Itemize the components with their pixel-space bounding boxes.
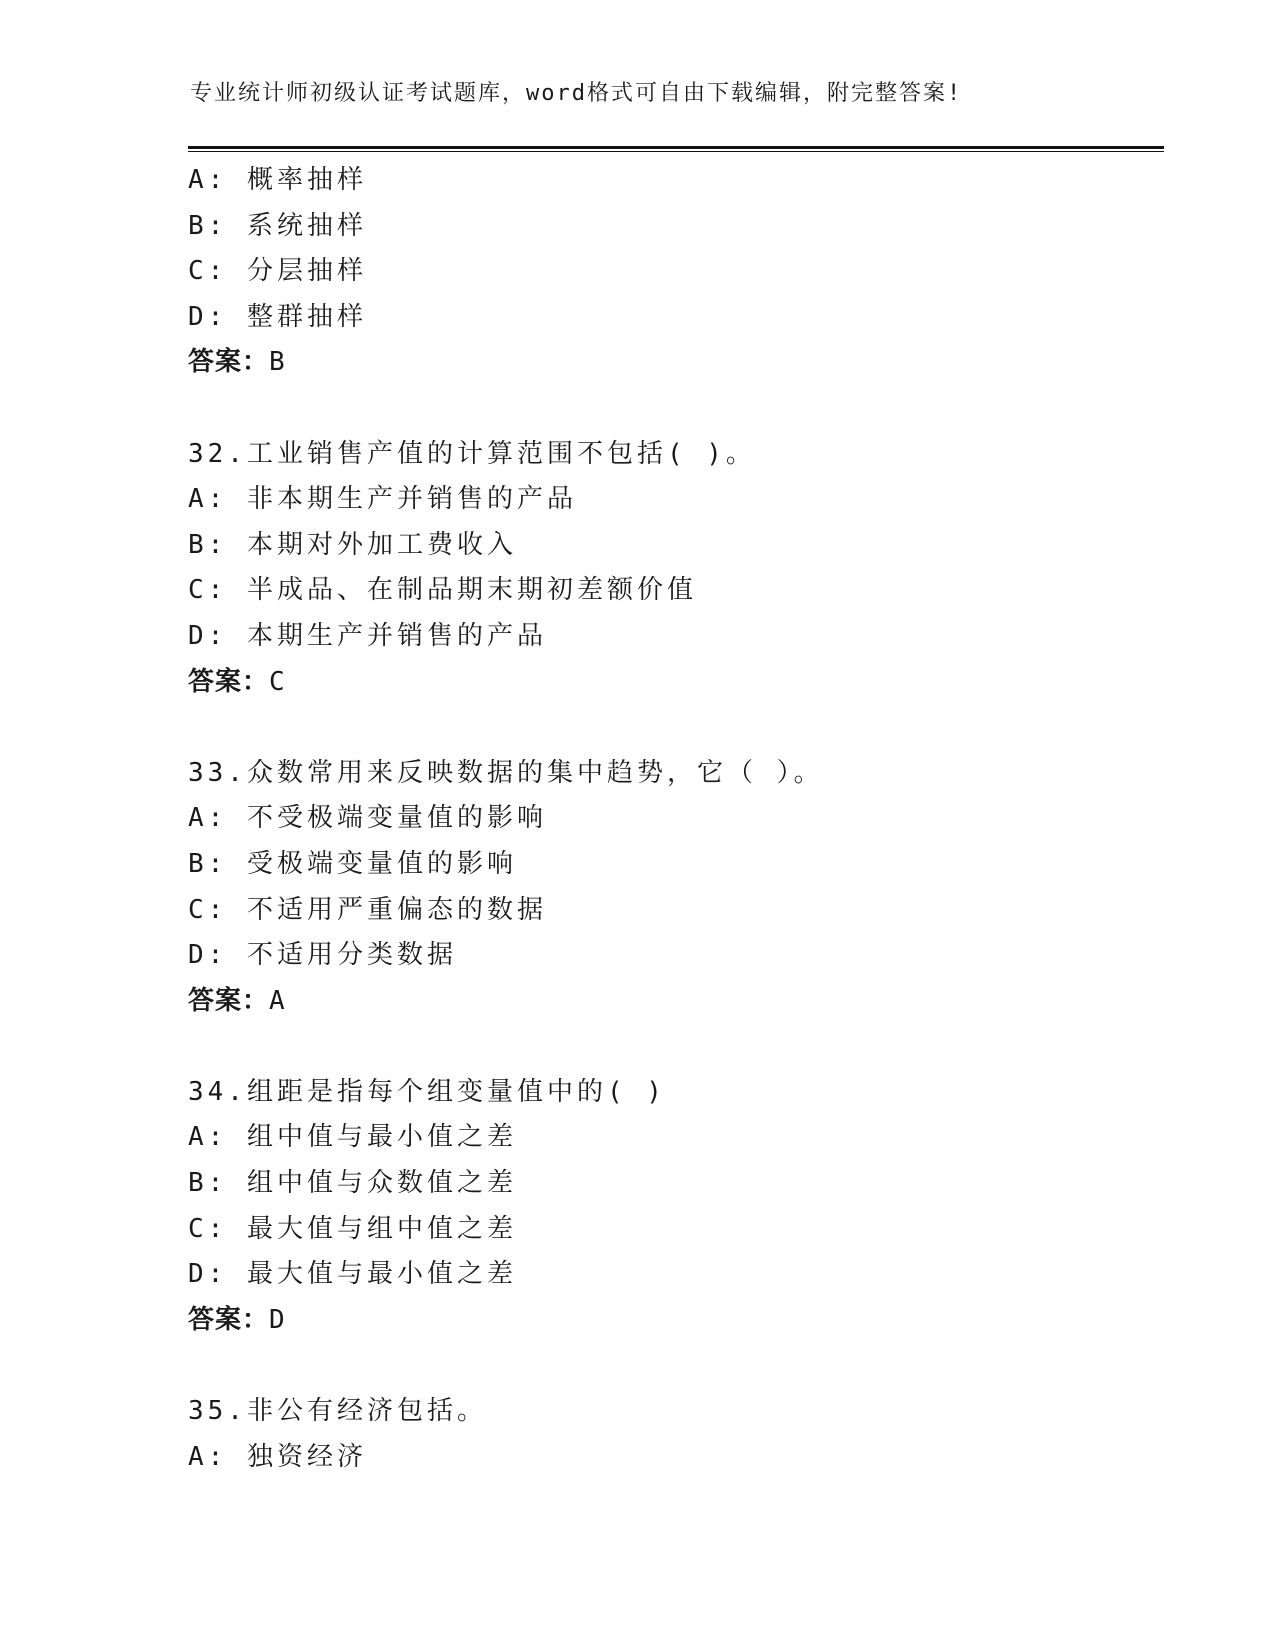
answer-line bbox=[188, 1298, 1168, 1344]
spacer bbox=[188, 705, 1168, 751]
answer-line bbox=[188, 340, 1168, 386]
question-31 bbox=[188, 158, 1168, 386]
spacer bbox=[188, 1024, 1168, 1070]
option-c: C: 最大值与组中值之差 bbox=[188, 1213, 517, 1244]
option-a: A: 非本期生产并销售的产品 bbox=[188, 484, 577, 515]
option-a: A: 不受极端变量值的影响 bbox=[188, 803, 547, 834]
question-35 bbox=[188, 1389, 1168, 1480]
option-d: D: 整群抽样 bbox=[188, 301, 367, 332]
question-stem: 34.组距是指每个组变量值中的( ) bbox=[188, 1076, 666, 1107]
question-32 bbox=[188, 432, 1168, 706]
question-content bbox=[188, 158, 1168, 1480]
option-a: A: 组中值与最小值之差 bbox=[188, 1122, 517, 1153]
question-34 bbox=[188, 1070, 1168, 1344]
option-d: D: 不适用分类数据 bbox=[188, 940, 457, 971]
option-d: D: 本期生产并销售的产品 bbox=[188, 620, 547, 651]
answer-value: D bbox=[269, 1304, 286, 1335]
answer-line bbox=[188, 660, 1168, 706]
option-c: C: 不适用严重偏态的数据 bbox=[188, 894, 547, 925]
answer-label: 答案： bbox=[188, 985, 270, 1016]
option-c: C: 分层抽样 bbox=[188, 256, 367, 287]
header-rule-thick bbox=[188, 146, 1164, 149]
option-b: B: 受极端变量值的影响 bbox=[188, 848, 517, 879]
spacer bbox=[188, 1343, 1168, 1389]
answer-label: 答案： bbox=[188, 347, 270, 378]
option-a: A: 概率抽样 bbox=[188, 165, 367, 195]
page-header: 专业统计师初级认证考试题库，word格式可自由下载编辑，附完整答案! bbox=[190, 81, 963, 106]
option-b: B: 本期对外加工费收入 bbox=[188, 529, 517, 560]
spacer bbox=[188, 386, 1168, 432]
question-stem: 33.众数常用来反映数据的集中趋势，它（ ）。 bbox=[188, 757, 824, 788]
question-33 bbox=[188, 751, 1168, 1025]
answer-value: A bbox=[269, 985, 286, 1016]
question-stem: 35.非公有经济包括。 bbox=[188, 1396, 487, 1427]
option-d: D: 最大值与最小值之差 bbox=[188, 1259, 517, 1290]
answer-line bbox=[188, 979, 1168, 1025]
answer-label: 答案： bbox=[188, 666, 270, 697]
option-b: B: 组中值与众数值之差 bbox=[188, 1168, 517, 1199]
answer-value: B bbox=[269, 347, 286, 378]
option-c: C: 半成品、在制品期末期初差额价值 bbox=[188, 575, 697, 606]
answer-value: C bbox=[269, 666, 286, 697]
option-b: B: 系统抽样 bbox=[188, 210, 367, 241]
header-rule-thin bbox=[188, 151, 1164, 152]
answer-label: 答案： bbox=[188, 1304, 270, 1335]
option-a: A: 独资经济 bbox=[188, 1441, 367, 1472]
question-stem: 32.工业销售产值的计算范围不包括( )。 bbox=[188, 438, 756, 469]
